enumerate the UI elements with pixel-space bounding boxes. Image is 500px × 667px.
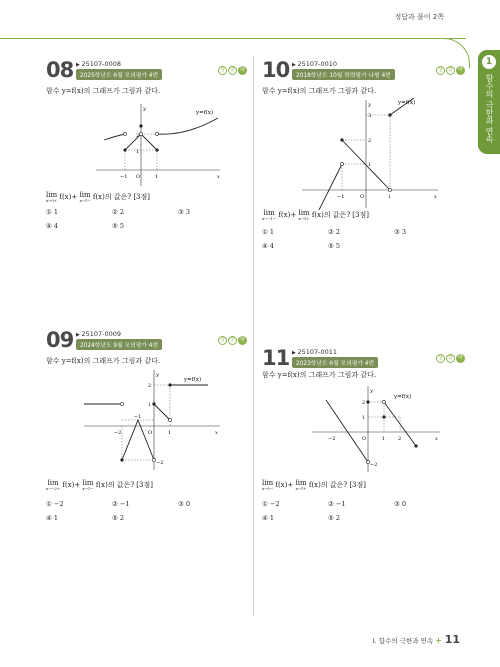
problem-number: 09 (46, 328, 74, 352)
problem-code-text: 25107-0010 (297, 60, 338, 68)
origin-label: O (148, 430, 153, 436)
chapter-title: 함수의 극한과 연속 (485, 74, 494, 144)
tick-label: −2 (328, 436, 336, 442)
tick-label: 1 (168, 430, 172, 436)
problem-11 (262, 346, 462, 536)
choice-2[interactable]: ② 2 (328, 228, 341, 236)
axis-label-y: y (143, 106, 146, 112)
question-part: f(x)의 값은? [3점] (311, 211, 369, 219)
difficulty-badge (436, 354, 465, 363)
tick-label: −2 (156, 460, 164, 466)
tick-label: 2 (362, 400, 366, 406)
triangle-icon: ▶ (76, 62, 82, 68)
problem-09 (46, 328, 246, 538)
question-part: f(x)의 값은? [3점] (308, 481, 366, 489)
problem-source: 2024학년도 9월 모의평가 4번 (76, 339, 162, 350)
problem-08 (46, 58, 246, 238)
tick-label: 1 (362, 415, 366, 421)
choice-2[interactable]: ② −1 (328, 500, 346, 508)
tick-label: −1 (120, 174, 128, 180)
tick-label: 2 (148, 383, 152, 389)
problem-statement: 함수 y=f(x)의 그래프가 그림과 같다. (46, 357, 161, 365)
choice-5[interactable]: ⑤ 5 (112, 222, 125, 230)
problem-source: 2025학년도 6월 모의평가 4번 (76, 69, 162, 80)
problem-code-text: 25107-0008 (81, 60, 122, 68)
problem-number: 11 (262, 346, 290, 370)
footer-separator-icon: + (435, 636, 445, 645)
origin-label: O (360, 194, 365, 200)
problem-statement: 함수 y=f(x)의 그래프가 그림과 같다. (46, 87, 161, 95)
column-divider (253, 56, 254, 616)
limit-expression: lim x→−2+ (46, 479, 61, 491)
choice-1[interactable]: ① −2 (46, 500, 64, 508)
difficulty-low: 하 (239, 67, 246, 73)
difficulty-mid: 중 (447, 67, 454, 73)
origin-label: O (136, 174, 141, 180)
limit-expression: lim x→0+ (46, 191, 58, 203)
choice-4[interactable]: ④ 4 (262, 242, 275, 250)
problem-question (262, 480, 366, 491)
problem-statement: 함수 y=f(x)의 그래프가 그림과 같다. (262, 87, 377, 95)
difficulty-badge (218, 336, 247, 345)
tick-label: 3 (368, 113, 372, 119)
choice-3[interactable]: ③ 0 (178, 500, 191, 508)
limit-expression: lim x→0− (262, 479, 274, 491)
origin-label: O (362, 436, 367, 442)
tick-label: −1 (134, 414, 142, 420)
limit-expression: lim x→−1− (262, 209, 277, 221)
choice-3[interactable]: ③ 3 (394, 228, 407, 236)
curve-label: y=f(x) (398, 100, 416, 106)
choice-2[interactable]: ② 2 (112, 208, 125, 216)
choice-1[interactable]: ① 1 (262, 228, 275, 236)
problem-question (262, 210, 369, 221)
choice-1[interactable]: ① −2 (262, 500, 280, 508)
problem-source: 2018학년도 10월 학력평가 나형 4번 (292, 69, 395, 80)
problem-number: 10 (262, 58, 290, 82)
curve-label: y=f(x) (196, 110, 214, 116)
tick-label: 1 (136, 149, 140, 155)
problem-code (292, 348, 337, 356)
difficulty-mid: 중 (229, 337, 236, 343)
difficulty-high: 상 (219, 67, 226, 73)
page-footer (373, 633, 460, 646)
question-part: f(x)+ (62, 481, 81, 489)
triangle-icon: ▶ (292, 62, 298, 68)
tick-label: 2 (398, 436, 402, 442)
difficulty-mid: 중 (229, 67, 236, 73)
problem-statement: 함수 y=f(x)의 그래프가 그림과 같다. (262, 371, 377, 379)
difficulty-low: 하 (457, 355, 464, 361)
problem-code-text: 25107-0009 (81, 330, 122, 338)
choice-3[interactable]: ③ 0 (394, 500, 407, 508)
problem-10 (262, 58, 462, 258)
problem-source: 2023학년도 6월 모의평가 4번 (292, 357, 378, 368)
tick-label: 1 (148, 402, 152, 408)
problem-question (46, 192, 150, 203)
problem-graph (84, 368, 224, 472)
problem-code-text: 25107-0011 (297, 348, 338, 356)
choice-4[interactable]: ④ 1 (46, 514, 59, 522)
curve-label: y=f(x) (394, 394, 412, 400)
tick-label: 2 (368, 138, 372, 144)
tick-label: 1 (388, 194, 392, 200)
tick-label: 1 (155, 174, 159, 180)
difficulty-badge (218, 66, 247, 75)
tick-label: −2 (114, 430, 122, 436)
question-part: f(x)의 값은? [3점] (92, 193, 150, 201)
difficulty-low: 하 (239, 337, 246, 343)
problem-question (46, 480, 153, 491)
chapter-side-tab[interactable] (478, 50, 500, 154)
difficulty-high: 상 (437, 67, 444, 73)
problem-code (292, 60, 337, 68)
axis-label-x: x (215, 430, 218, 436)
tick-label: 1 (368, 162, 372, 168)
question-part: f(x)+ (275, 481, 294, 489)
difficulty-high: 상 (219, 337, 226, 343)
tick-label: 1 (382, 436, 386, 442)
choice-4[interactable]: ④ 4 (46, 222, 59, 230)
choice-5[interactable]: ⑤ 5 (328, 242, 341, 250)
difficulty-low: 하 (457, 67, 464, 73)
question-part: f(x)의 값은? [3점] (95, 481, 153, 489)
limit-expression: lim x→1− (82, 479, 94, 491)
choice-4[interactable]: ④ 1 (262, 514, 275, 522)
chapter-number: 1 (482, 55, 496, 69)
problem-graph (302, 98, 442, 210)
limit-expression: lim x→1+ (298, 209, 310, 221)
axis-label-x: x (435, 436, 438, 442)
choice-2[interactable]: ② −1 (112, 500, 130, 508)
page-number: 11 (444, 633, 460, 646)
problem-code (76, 330, 121, 338)
tick-label: −2 (370, 462, 378, 468)
choice-5[interactable]: ⑤ 2 (112, 514, 125, 522)
tick-label: −1 (337, 194, 345, 200)
limit-expression: lim x→1+ (295, 479, 307, 491)
limit-expression: lim x→1− (79, 191, 91, 203)
problem-number: 08 (46, 58, 74, 82)
triangle-icon: ▶ (292, 350, 298, 356)
header-rule (0, 38, 466, 39)
choice-5[interactable]: ⑤ 2 (328, 514, 341, 522)
choice-1[interactable]: ① 1 (46, 208, 59, 216)
running-head: 정답과 풀이 2쪽 (394, 13, 444, 21)
footer-chapter: Ⅰ. 함수의 극한과 연속 (372, 637, 434, 645)
axis-label-y: y (368, 102, 371, 108)
difficulty-mid: 중 (447, 355, 454, 361)
choice-3[interactable]: ③ 3 (178, 208, 191, 216)
question-part: f(x)+ (278, 211, 297, 219)
question-part: f(x)+ (59, 193, 78, 201)
problem-graph (96, 102, 226, 188)
difficulty-high: 상 (437, 355, 444, 361)
axis-label-x: x (217, 174, 220, 180)
axis-label-y: y (370, 388, 373, 394)
triangle-icon: ▶ (76, 332, 82, 338)
axis-label-y: y (156, 372, 159, 378)
axis-label-x: x (434, 194, 437, 200)
tick-label: 2 (136, 133, 140, 139)
difficulty-badge (436, 66, 465, 75)
problem-code (76, 60, 121, 68)
curve-label: y=f(x) (184, 377, 202, 383)
problem-graph (312, 384, 442, 474)
